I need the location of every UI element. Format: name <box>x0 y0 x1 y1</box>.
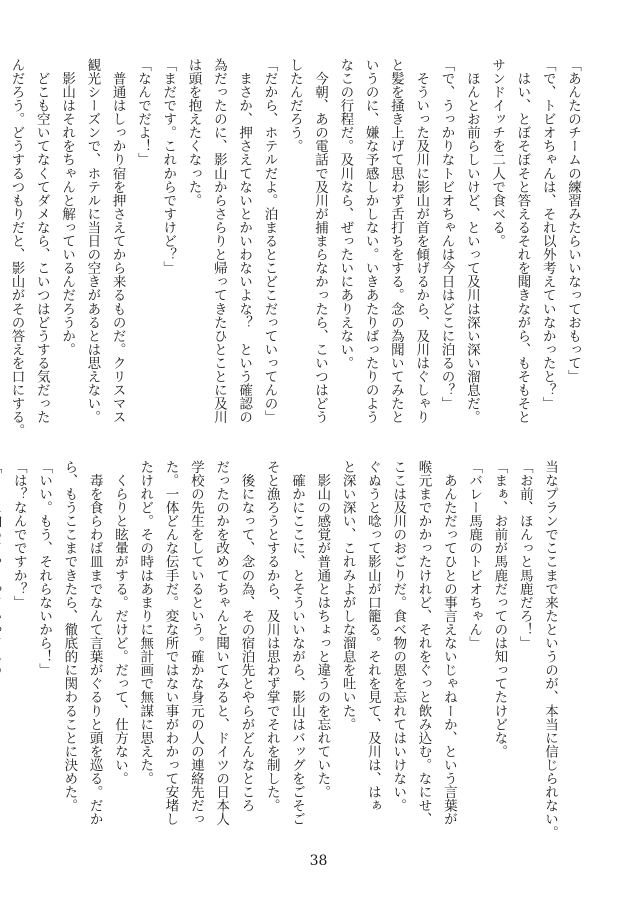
text-line: サンドイッチを二人で食べる。 <box>489 58 506 248</box>
text-line: はい、とぼそぼそと答えるそれを聞きながら、もそもそと <box>514 58 531 424</box>
text-line: 確かにここに、とそういいながら、影山はバッグをごそご <box>289 460 306 826</box>
text-line: 「は？なんでですか？」 <box>10 460 27 610</box>
text-line: いうのに、嫌な予感しかしない。いきあたりばったりのよう <box>362 58 379 424</box>
text-line: 後になって、念の為、その宿泊先とやらがどんなところ <box>238 460 255 813</box>
text-line: ここは及川のおごりだ。食べ物の恩を忘れてはいけない。 <box>390 460 407 813</box>
text-line: したんだろう。 <box>286 58 303 153</box>
page-number: 38 <box>309 853 328 869</box>
text-line: ら、もうここまできたら、徹底的に関わることに決めた。 <box>61 460 78 813</box>
text-line: 「まだです。これからですけど？」 <box>160 58 177 275</box>
text-line: 影山の感覚が普通とはちょっと違うのを忘れていた。 <box>314 460 331 799</box>
text-line: なこの行程だ。及川なら、ぜったいにありえない。 <box>337 58 354 370</box>
text-line: 今朝、あの電話で及川が捕まらなかったら、こいつはどう <box>312 58 329 424</box>
text-line: は頭を抱えたくなった。 <box>185 58 202 208</box>
text-line: 「お前、ほんっと馬鹿だろ！」 <box>516 460 533 650</box>
text-line: た。一体どんな伝手だ。変な所ではない事がわかって安堵し <box>162 460 179 826</box>
upper-text-block <box>8 58 585 440</box>
text-line: んだろう。どうするつもりだと、影山がその答えを口にする。 <box>8 58 25 438</box>
text-line: そういった及川に影山が首を傾げるから、及川はぐしゃり <box>413 58 430 424</box>
text-line: たけれど。その時はあまりに無計画で無謀に思えた。 <box>137 460 154 786</box>
text-line: どこも空いてなくてダメなら、こいつはどうする気だった <box>33 58 50 424</box>
text-line: 「バレー馬鹿のトビオちゃん」 <box>466 460 483 650</box>
text-line: 為だったのに、影山からさらりと帰ってきたひとことに及川 <box>210 58 227 424</box>
text-line: 喉元までかかったけれど、それをぐっと飲み込む。なにせ、 <box>415 460 432 826</box>
text-line: くらりと眩暈がする。だけど。だって、仕方ない。 <box>111 460 128 786</box>
text-line: 「だから、ホテルだよ。泊まるとこどこだっていってんの」 <box>261 58 278 424</box>
text-line: 影山はそれをちゃんと解っているんだろうか。 <box>59 58 76 357</box>
text-line: だったのかを改めてちゃんと聞いてみると、ドイツの日本人 <box>213 460 230 826</box>
text-line: 当なプランでここまで来たというのが、本当に信じられない。 <box>542 460 558 840</box>
text-line: そと漁ろうとするから、及川は思わず掌でそれを制した。 <box>263 460 280 813</box>
text-line: 学校の先生をしているという。確かな身元の人の連絡先だっ <box>187 460 204 826</box>
text-line: 毒を食らわば皿までなんて言葉がぐるりと頭を巡る。だか <box>86 460 103 826</box>
lower-text-block <box>10 460 562 842</box>
text-line <box>0 460 5 842</box>
text-line: あんただってひとの事言えないじゃねーか、という言葉が <box>440 460 457 826</box>
text-line: 観光シーズンで、ホテルに当日の空きがあるとは思えない。 <box>84 58 101 424</box>
text-line: 「まぁ、お前が馬鹿だってのは知ってたけどな。 <box>491 460 508 759</box>
text-line: ほんとお前らしいけど、といって及川は深い深い溜息だ。 <box>463 58 480 424</box>
text-line <box>0 58 3 440</box>
text-line: 「で、トビオちゃんは、それ以外考えていなかったと？」 <box>539 58 556 411</box>
text-line: 「で、うっかりなトビオちゃんは今日はどこに泊るの？」 <box>438 58 455 411</box>
text-line: と髪を掻き上げて思わず舌打ちをする。念の為聞いてみたと <box>387 58 404 424</box>
text-line: まさか、押さえてないとかいわないよな？ という確認の <box>236 58 253 424</box>
text-line: 普通はしっかり宿を押さえてから来るものだ。クリスマス <box>109 58 126 424</box>
text-line: ぐぬうと唸って影山が口籠る。それを見て、及川は、はぁ <box>364 460 381 813</box>
text-line: 「あんたのチームの練習みたらいいなっておもって」 <box>565 58 581 384</box>
text-line: 「いい。もう、それらないから！」 <box>36 460 53 677</box>
text-line: と深い深い、これみよがしな溜息を吐いた。 <box>339 460 356 731</box>
text-line: 「なんでだよ！」 <box>134 58 151 167</box>
